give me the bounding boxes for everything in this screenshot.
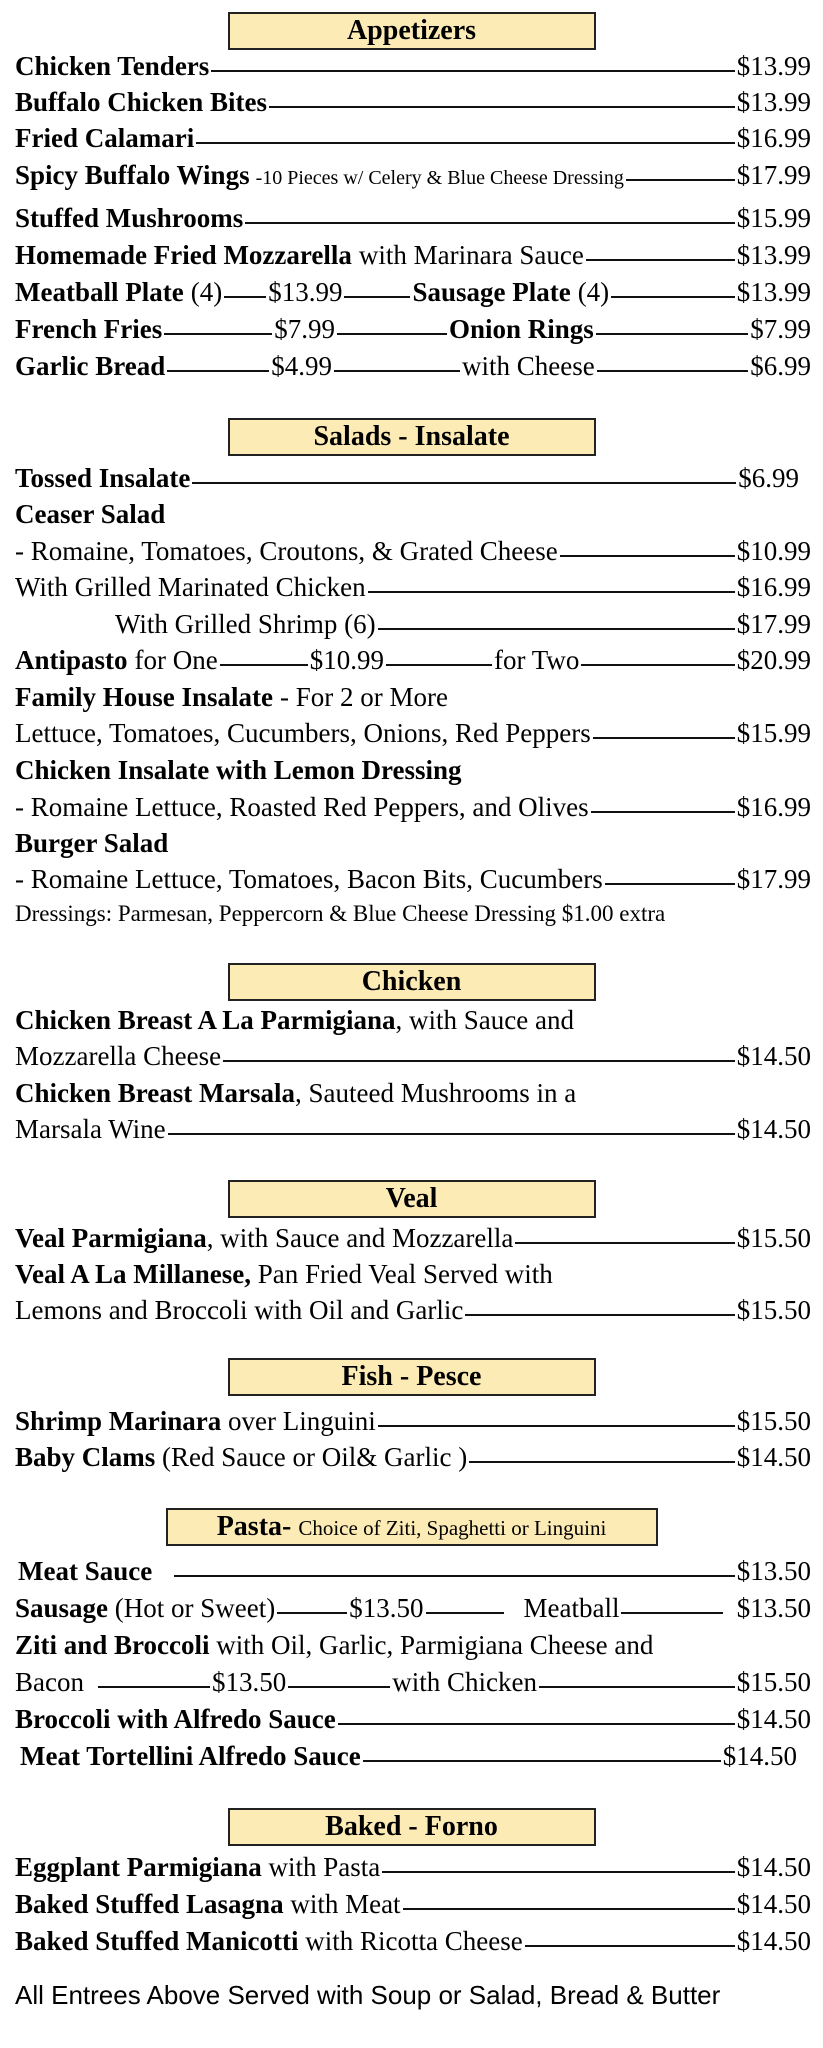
- menu-item-burger-salad: [15, 825, 811, 861]
- menu-item-ziti-broccoli: [15, 1627, 811, 1663]
- menu-item-sausage-meatball: [15, 1590, 811, 1626]
- item-name: Onion Rings: [448, 314, 594, 344]
- item-price: $14.50: [736, 1926, 811, 1956]
- item-price: $14.50: [736, 1852, 811, 1882]
- dressings-note: [15, 896, 811, 932]
- item-price: $16.99: [736, 792, 811, 822]
- item-price: $14.50: [736, 1704, 811, 1734]
- item-price: $13.50: [211, 1667, 287, 1697]
- item-name: Broccoli with Alfredo Sauce: [15, 1704, 336, 1734]
- leader-line: [539, 1686, 735, 1688]
- item-name: Garlic Bread: [15, 351, 166, 381]
- item-name: Meat Sauce: [18, 1556, 153, 1586]
- dressings-text: Dressings: Parmesan, Peppercorn & Blue Cheese Dressing $1.00 extra: [15, 901, 666, 926]
- item-price: $17.99: [736, 864, 811, 894]
- leader-line: [98, 1686, 210, 1688]
- item-desc: (4): [190, 277, 223, 307]
- menu-item-ceaser-salad: [15, 496, 811, 532]
- item-name: Chicken Breast Marsala: [15, 1078, 295, 1108]
- item-price: $10.99: [736, 536, 811, 566]
- item-price: $14.50: [736, 1889, 811, 1919]
- leader-line: [363, 1760, 721, 1762]
- leader-line: [269, 106, 735, 108]
- menu-item-ceaser-desc: [15, 533, 811, 569]
- item-desc: with Marinara Sauce: [358, 240, 584, 270]
- item-price: $15.99: [736, 203, 811, 233]
- item-desc: with Meat: [283, 1889, 401, 1919]
- item-price: $10.99: [309, 645, 384, 675]
- footer-note: [15, 1977, 811, 2013]
- leader-line: [386, 664, 492, 666]
- item-price: $13.99: [736, 87, 811, 117]
- menu-item-spicy-wings: [15, 157, 811, 196]
- item-name: French Fries: [15, 314, 163, 344]
- leader-line: [591, 811, 735, 813]
- item-name: Family House Insalate: [15, 682, 274, 712]
- menu-item-ziti-bacon: [15, 1664, 811, 1700]
- leader-line: [465, 1314, 734, 1316]
- menu-item-ceaser-chicken: [15, 569, 811, 605]
- leader-line: [245, 222, 734, 224]
- leader-line: [378, 628, 735, 630]
- item-name: Chicken Tenders: [15, 51, 210, 81]
- section-header-fish: [228, 1358, 596, 1396]
- footer-text: All Entrees Above Served with Soup or Salad, Bread & Butter: [15, 1980, 721, 2010]
- leader-line: [586, 259, 735, 261]
- menu-item-stuffed-mushrooms: [15, 200, 811, 236]
- item-name: Eggplant Parmigiana: [15, 1852, 262, 1882]
- leader-line: [196, 142, 735, 144]
- item-name: Antipasto: [15, 645, 128, 675]
- item-name: Shrimp Marinara: [15, 1406, 222, 1436]
- item-name: Sausage Plate: [412, 277, 571, 307]
- section-header-pasta: [166, 1508, 658, 1546]
- menu-item-fried-calamari: [15, 120, 811, 156]
- item-desc: Pan Fried Veal Served with: [251, 1259, 553, 1289]
- leader-line: [581, 664, 734, 666]
- item-name: Tossed Insalate: [15, 463, 191, 493]
- item-name: Ceaser Salad: [15, 499, 166, 529]
- item-desc: - Romaine Lettuce, Roasted Red Peppers, and Olives: [15, 792, 589, 822]
- item-desc: -10 Pieces w/ Celery & Blue Cheese Dressing: [255, 167, 624, 189]
- leader-line: [382, 1871, 734, 1873]
- item-desc: Lettuce, Tomatoes, Cucumbers, Onions, Red Peppers: [15, 718, 591, 748]
- leader-line: [469, 1461, 735, 1463]
- menu-item-meat-tortellini: [20, 1738, 811, 1774]
- section-title: Veal: [385, 1183, 438, 1214]
- item-desc: Marsala Wine: [15, 1114, 166, 1144]
- leader-line: [211, 70, 734, 72]
- menu-item-meatball-sausage-plates: [15, 274, 811, 310]
- menu-item-ceaser-shrimp: [15, 606, 811, 642]
- item-price: $15.50: [736, 1406, 811, 1436]
- item-price: $13.99: [736, 51, 811, 81]
- section-title: Baked - Forno: [325, 1811, 498, 1842]
- item-name: Fried Calamari: [15, 123, 195, 153]
- menu-item-tossed-insalate: [15, 460, 811, 496]
- menu-item-chicken-tenders: [15, 48, 811, 84]
- item-desc: for One: [134, 645, 218, 675]
- item-name: Ziti and Broccoli: [15, 1630, 210, 1660]
- item-desc: With Grilled Shrimp (6): [115, 609, 376, 639]
- menu-item-chicken-parm: [15, 1002, 811, 1038]
- leader-line: [224, 296, 266, 298]
- item-desc: Bacon: [15, 1667, 84, 1697]
- leader-line: [560, 555, 735, 557]
- menu-item-chicken-parm-line2: [15, 1038, 811, 1074]
- leader-line: [223, 1060, 735, 1062]
- item-price: $7.99: [750, 314, 811, 344]
- item-price: $15.50: [736, 1223, 811, 1253]
- item-price: $14.50: [736, 1041, 811, 1071]
- item-price: $13.50: [349, 1593, 424, 1623]
- item-desc: for Two: [494, 645, 580, 675]
- leader-line: [403, 1908, 735, 1910]
- item-name: Buffalo Chicken Bites: [15, 87, 268, 117]
- menu-item-chicken-marsala-line2: [15, 1111, 811, 1147]
- item-price: $4.99: [271, 351, 332, 381]
- leader-line: [168, 1133, 735, 1135]
- item-name: Meat Tortellini Alfredo Sauce: [20, 1741, 361, 1771]
- item-price: $15.50: [736, 1667, 811, 1697]
- menu-item-antipasto: [15, 642, 811, 678]
- menu-item-garlic-bread: [15, 348, 811, 384]
- item-name: Veal Parmigiana: [15, 1223, 207, 1253]
- section-header-salads: [228, 418, 596, 456]
- item-name: Chicken Breast A La Parmigiana: [15, 1005, 396, 1035]
- item-name: Homemade Fried Mozzarella: [15, 240, 352, 270]
- menu-item-baked-lasagna: [15, 1886, 811, 1922]
- item-desc: with Pasta: [261, 1852, 381, 1882]
- leader-line: [621, 1612, 722, 1614]
- leader-line: [378, 1425, 735, 1427]
- item-price: $20.99: [736, 645, 811, 675]
- item-desc: - Romaine, Tomatoes, Croutons, & Grated Cheese: [15, 536, 558, 566]
- item-desc: , with Sauce and: [395, 1005, 574, 1035]
- leader-line: [277, 1612, 347, 1614]
- leader-line: [593, 737, 735, 739]
- item-price: $13.99: [736, 277, 811, 307]
- item-price: $13.50: [736, 1593, 811, 1623]
- section-title: Appetizers: [346, 15, 477, 46]
- item-price: $16.99: [736, 572, 811, 602]
- item-desc: with Oil, Garlic, Parmigiana Cheese and: [209, 1630, 654, 1660]
- item-desc: (4): [577, 277, 610, 307]
- item-desc: - For 2 or More: [280, 682, 448, 712]
- menu-item-shrimp-marinara: [15, 1403, 811, 1439]
- item-desc: Lemons and Broccoli with Oil and Garlic: [15, 1295, 464, 1325]
- item-desc: (Red Sauce or Oil& Garlic ): [155, 1442, 468, 1472]
- item-price: $14.50: [722, 1741, 797, 1771]
- item-name: Baked Stuffed Manicotti: [15, 1926, 299, 1956]
- item-desc: over Linguini: [221, 1406, 376, 1436]
- leader-line: [605, 883, 735, 885]
- item-price: $15.99: [736, 718, 811, 748]
- leader-line: [167, 370, 269, 372]
- item-price: $15.50: [736, 1295, 811, 1325]
- item-desc: with Ricotta Cheese: [298, 1926, 523, 1956]
- leader-line: [164, 333, 272, 335]
- leader-line: [597, 370, 749, 372]
- leader-line: [596, 333, 748, 335]
- item-name: Baked Stuffed Lasagna: [15, 1889, 284, 1919]
- menu-item-veal-millanese-line2: [15, 1292, 811, 1328]
- section-header-appetizers: [228, 12, 596, 50]
- item-price: $17.99: [736, 609, 811, 639]
- section-note: Choice of Ziti, Spaghetti or Linguini: [298, 1516, 607, 1540]
- menu-item-veal-parm: [15, 1220, 811, 1256]
- menu-item-family-desc: [15, 715, 811, 751]
- item-name: Meatball: [523, 1593, 620, 1623]
- leader-line: [611, 296, 735, 298]
- menu-item-broccoli-alfredo: [15, 1701, 811, 1737]
- menu-item-veal-millanese: [15, 1256, 811, 1292]
- item-name: Sausage: [15, 1593, 109, 1623]
- item-price: $16.99: [736, 123, 811, 153]
- item-desc: Mozzarella Cheese: [15, 1041, 222, 1071]
- leader-line: [192, 482, 736, 484]
- leader-line: [426, 1612, 504, 1614]
- leader-line: [174, 1575, 735, 1577]
- menu-item-buffalo-bites: [15, 84, 811, 120]
- menu-item-chicken-lemon: [15, 752, 811, 788]
- section-header-baked: [228, 1808, 596, 1846]
- menu-item-family-insalate: [15, 679, 811, 715]
- leader-line: [338, 1723, 735, 1725]
- menu-item-burger-desc: [15, 861, 811, 897]
- menu-item-eggplant-parm: [15, 1849, 811, 1885]
- item-price: $13.50: [736, 1556, 811, 1586]
- item-price: $14.50: [736, 1114, 811, 1144]
- section-title: Salads - Insalate: [313, 421, 510, 452]
- leader-line: [334, 370, 460, 372]
- item-price: $14.50: [736, 1442, 811, 1472]
- leader-line: [288, 1686, 390, 1688]
- section-title: Fish - Pesce: [341, 1361, 482, 1392]
- item-name: Chicken Insalate with Lemon Dressing: [15, 755, 462, 785]
- item-name: Meatball Plate: [15, 277, 184, 307]
- section-title: Chicken: [361, 966, 462, 997]
- item-name: Veal A La Millanese,: [15, 1259, 252, 1289]
- menu-item-fried-mozzarella: [15, 237, 811, 273]
- item-price: $7.99: [274, 314, 335, 344]
- menu-item-baked-manicotti: [15, 1923, 811, 1959]
- leader-line: [344, 296, 410, 298]
- item-name: Stuffed Mushrooms: [15, 203, 244, 233]
- item-price: $6.99: [738, 463, 799, 493]
- leader-line: [525, 1945, 735, 1947]
- leader-line: [220, 664, 308, 666]
- item-name: with Cheese: [461, 351, 595, 381]
- menu-item-meat-sauce: [18, 1553, 811, 1589]
- leader-line: [337, 333, 447, 335]
- section-header-chicken: [228, 963, 596, 1001]
- leader-line: [515, 1242, 734, 1244]
- menu-item-baby-clams: [15, 1439, 811, 1475]
- item-desc: with Chicken: [392, 1667, 537, 1697]
- item-desc: - Romaine Lettuce, Tomatoes, Bacon Bits, Cucumbers: [15, 864, 603, 894]
- menu-item-chicken-lemon-desc: [15, 789, 811, 825]
- section-header-veal: [228, 1180, 596, 1218]
- item-desc: With Grilled Marinated Chicken: [15, 572, 366, 602]
- item-name: Burger Salad: [15, 828, 169, 858]
- item-desc: , with Sauce and Mozzarella: [206, 1223, 514, 1253]
- leader-line: [368, 591, 735, 593]
- section-title: Pasta-: [216, 1511, 292, 1542]
- leader-line: [626, 179, 735, 181]
- item-price: $17.99: [736, 160, 811, 190]
- item-desc: , Sauteed Mushrooms in a: [294, 1078, 577, 1108]
- item-name: Baby Clams: [15, 1442, 156, 1472]
- item-price: $13.99: [268, 277, 343, 307]
- item-price: $13.99: [736, 240, 811, 270]
- item-name: Spicy Buffalo Wings: [15, 160, 250, 190]
- menu-item-chicken-marsala: [15, 1075, 811, 1111]
- item-desc: (Hot or Sweet): [108, 1593, 276, 1623]
- item-price: $6.99: [750, 351, 811, 381]
- menu-item-fries-onion-rings: [15, 311, 811, 347]
